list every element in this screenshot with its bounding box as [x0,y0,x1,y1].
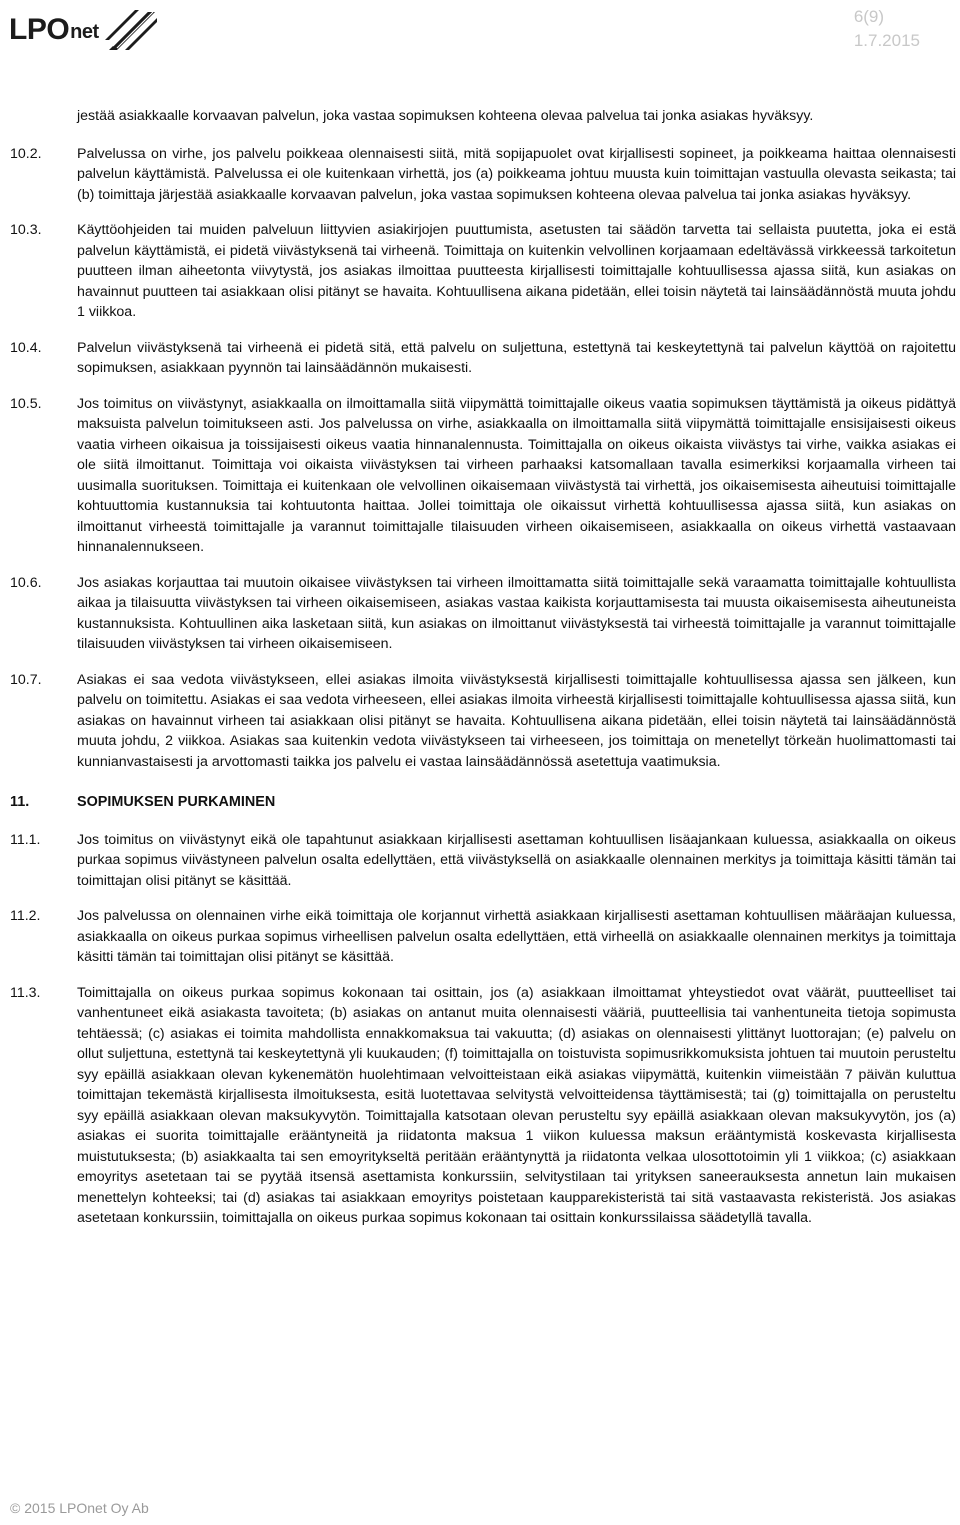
clause-text: Palvelussa on virhe, jos palvelu poikkeaa olennaisesti siitä, mitä sopijapuolet ovat kirjallisesti sopineet, ja poikkeama haittaa olennaisesti palvelun käyttämistä. Palvelussa ei ole kuitenkaan virhettä, jos (a) poikkeama johtuu muusta kuin toimittajan vastuulla olevasta seikasta; tai (b) toimittaja järjestää asiakkaalle korvaavan palvelun, joka vastaa sopimuksen kohteena olevaa palvelua tai jonka asiakas hyväksyy. [77,145,956,203]
page-number: 6(9) [853,7,885,26]
company-logo [9,8,157,52]
clause-10-2 [10,144,956,206]
clause-number: 10.4. [10,339,42,356]
clause-text: Jos toimitus on viivästynyt eikä ole tapahtunut asiakkaan kirjallisesti asettaman kohtuullisen lisäajankaan kuluessa, asiakkaalla on oikeus purkaa sopimus viivästyneen palvelun osalta edellyttäen, että viivästyksellä on asiakkaalle olennainen merkitys ja toimittaja käsitti tämän tai toimittajan olisi pitänyt se käsittää. [77,831,956,889]
section-title-text: SOPIMUKSEN PURKAMINEN [77,794,276,810]
clause-number: 10.3. [10,222,42,238]
page-header [0,0,960,70]
clause-number: 10.6. [10,574,42,591]
clause-text: Jos asiakas korjauttaa tai muutoin oikaisee viivästyksen tai virheen ilmoittamatta siitä toimittajalle sekä varaamatta toimittajalle kohtuullista aikaa ja tilaisuutta viivästyksen tai virheen oikaisemiseen, asiakas vastaa kaikista korjauttamisesta tai muusta oikaisemisesta aiheutuneista kustannuksista. Kohtuullinen aika lasketaan siitä, kun asiakas on ilmoittanut viivästyksestä tai virheestä toimittajalle ja varannut toimittajalle tilaisuuden viivästyksen tai virheen oikaisemiseen. [77,574,956,652]
clause-number: 11.2. [10,908,41,924]
clause-11-2 [10,906,956,968]
clause-10-6 [10,573,956,655]
page-footer [10,1500,149,1516]
section-heading [10,792,956,813]
clause-text: Palvelun viivästyksenä tai virheenä ei pidetä sitä, että palvelu on suljettuna, estettynä tai keskeytettynä tai palvelun käyttöä on rajoitettu sopimuksen, asiakkaan pyynnön tai lainsäädännön mukaisesti. [77,339,956,376]
clause-text: Käyttöohjeiden tai muiden palveluun liittyvien asiakirjojen puuttumista, asetusten tai säädön tarvetta tai sellaista puutetta, joka ei estä palvelun käyttämistä, ei pidetä viivästyksenä tai virheenä. Toimittaja on kuitenkin velvollinen korjaamaan edeltävässä virkkeessä tarkoitetun puutteen ilman aiheetonta viivytystä, jos asiakas ilmoittaa puutteesta kirjallisesti toimittajalle kohtuullisessa ajassa siitä, kun asiakas on havainnut puutteen tai asiakkaan olisi pitänyt se havaita. Kohtuullisena aikana pidetään, ellei toisin näytetä tai lainsäädännöstä muuta johdu 1 viikkoa. [77,222,956,320]
clause-11-3 [10,983,956,1229]
document-date: 1.7.2015 [853,31,920,50]
clause-number: 10.5. [10,395,42,412]
logo-main-text: LPO [9,13,70,46]
clause-10-3 [10,220,956,323]
continuation-paragraph [10,106,956,127]
clause-text: Asiakas ei saa vedota viivästykseen, ellei asiakas ilmoita viivästyksestä kirjallisesti toimittajalle kohtuullisessa ajassa sen jälkeen, kun palvelu on toimitettu. Asiakas ei saa vedota virheeseen, ellei asiakas ilmoita virheestä kirjallisesti toimittajalle kohtuullisessa ajassa siitä, kun asiakas on havainnut virheen tai asiakkaan olisi pitänyt se havaita. Kohtuullisena aikana pidetään, ellei toisin näytetä tai lainsäädännöstä muuta johdu, 2 viikkoa. Asiakas saa kuitenkin vedota viivästykseen tai virheeseen, jos toimittaja on menetellyt törkeän huolimattomasti tai kunnianvastaisesti ja arvottomasti taikka jos palvelu ei vastaa lainsäädännössä asetettuja vaatimuksia. [77,671,956,770]
logo-stripes-icon [105,8,157,52]
clause-number: 11.1. [10,831,41,848]
logo-sub-text: net [70,20,99,43]
clause-11-1 [10,830,956,892]
document-body [10,106,956,1244]
clause-text: Jos palvelussa on olennainen virhe eikä toimittaja ole korjannut virhettä asiakkaan kirjallisesti asettaman kohtuullisen määräajan kuluessa, asiakkaalla on oikeus purkaa sopimus virheellisen palvelun osalta edellyttäen, että virheellä on asiakkaalle olennainen merkitys ja toimittaja käsitti tämän tai toimittajan olisi pitänyt se käsittää. [77,908,956,965]
clause-10-4 [10,338,956,379]
clause-number: 11.3. [10,984,41,1001]
clause-number: 10.7. [10,671,42,688]
paragraph-text: jestää asiakkaalle korvaavan palvelun, joka vastaa sopimuksen kohteena olevaa palvelua tai jonka asiakas hyväksyy. [77,108,814,124]
page-meta [854,5,920,53]
section-number: 11. [10,794,30,810]
copyright-text: © 2015 LPOnet Oy Ab [10,1500,149,1516]
clause-number: 10.2. [10,145,42,162]
clause-text: Jos toimitus on viivästynyt, asiakkaalla on ilmoittamalla siitä viipymättä toimittajalle oikeus vaatia sopimuksen täyttämistä ja oikeus pidättyä maksuista palvelun toimitukseen asti. Jos palvelussa on virhe, asiakkaalla on ilmoittamalla siitä viipymättä toimittajalle ensisijaisesti oikeus vaatia virheen oikaisua ja toissijaisesti oikeus vaatia hinnanalennusta. Toimittajalla on oikeus oikaista viivästys tai virhe, vaikka asiakas ei ole siitä ilmoittanut. Toimittaja voi oikaista viivästyksen tai virheen parhaaksi katsomallaan tavalla esimerkiksi korjaamalla virheen tai uusimalla suorituksen. Toimittaja ei kuitenkaan ole velvollinen oikaisemaan viivästystä tai virhettä, jos oikaisemisesta aiheutuisi toimittajalle kohtuuttomia kustannuksia tai kohtuutonta haittaa. Jollei toimittaja ole oikaissut virhettä kohtuullisessa ajassa siitä, kun asiakas on ilmoittanut virheestä toimittajalle ja varannut toimittajalle tilaisuuden virheen oikaisemiseen, asiakkaalla on oikeus virhettä vastaavaan hinnanalennukseen. [77,395,956,555]
clause-text: Toimittajalla on oikeus purkaa sopimus kokonaan tai osittain, jos (a) asiakkaan ilmoittamat yhteystiedot ovat väärät, puutteelliset tai vanhentuneet eikä asiakasta tavoiteta; (b) asiakas on antanut muita olennaisesti vääriä, puutteellisia tai vanhentuneita tietoja sopimusta tehtäessä; (c) asiakas ei toimita mahdollista ennakkomaksua tai vakuutta; (d) asiakas on olennaisesti ylittänyt luottorajan; (e) palvelu on ollut suljettuna, estettynä tai keskeytettynä yli kuukauden; (f) toimittajalla on toistuvista sopimusrikkomuksista johtuen tai muutoin perusteltu syy epäillä asiakkaan olevan kykenemätön huolehtimaan velvoitteistaan eikä asiakas viipymättä, kuitenkin viimeistään 7 päivän kuluttua toimittajan tekemästä kirjallisesta ilmoituksesta, esitä luotettavaa selvitystä velvoitteidensa täyttämisestä; tai (g) toimittajalla on perusteltu syy epäillä asiakkaan olevan maksukyvytön. Toimittajalla katsotaan olevan perusteltu syy epäillä asiakkaan olevan maksukyvytön, jos (a) asiakas ei suorita toimittajalle erääntyneitä ja riidatonta maksua 1 viikon kuluessa maksun erääntymistä koskevasta kirjallisesta muistutuksesta; (b) asiakkaalta tai sen emoyritykseltä peritään erääntynyttä ja riidatonta velkaa ulosottotoimin yli 1 viikkoa; (c) asiakkaan emoyritys asetetaan tai se pyytää itsensä asettamista konkurssiin, selvitystilaan tai yrityksen saneerauksesta annetun lain mukaisen menettelyn kohteeksi; tai (d) asiakas tai asiakkaan emoyritys poistetaan kaupparekisteristä tai sitä vastaavasta rekisteristä. Jos asiakas asetetaan konkurssiin, toimittajalla on oikeus purkaa sopimus kokonaan tai osittain konkurssilaissa säädetyllä tavalla. [77,984,956,1226]
clause-10-7 [10,670,956,773]
clause-10-5 [10,394,956,558]
